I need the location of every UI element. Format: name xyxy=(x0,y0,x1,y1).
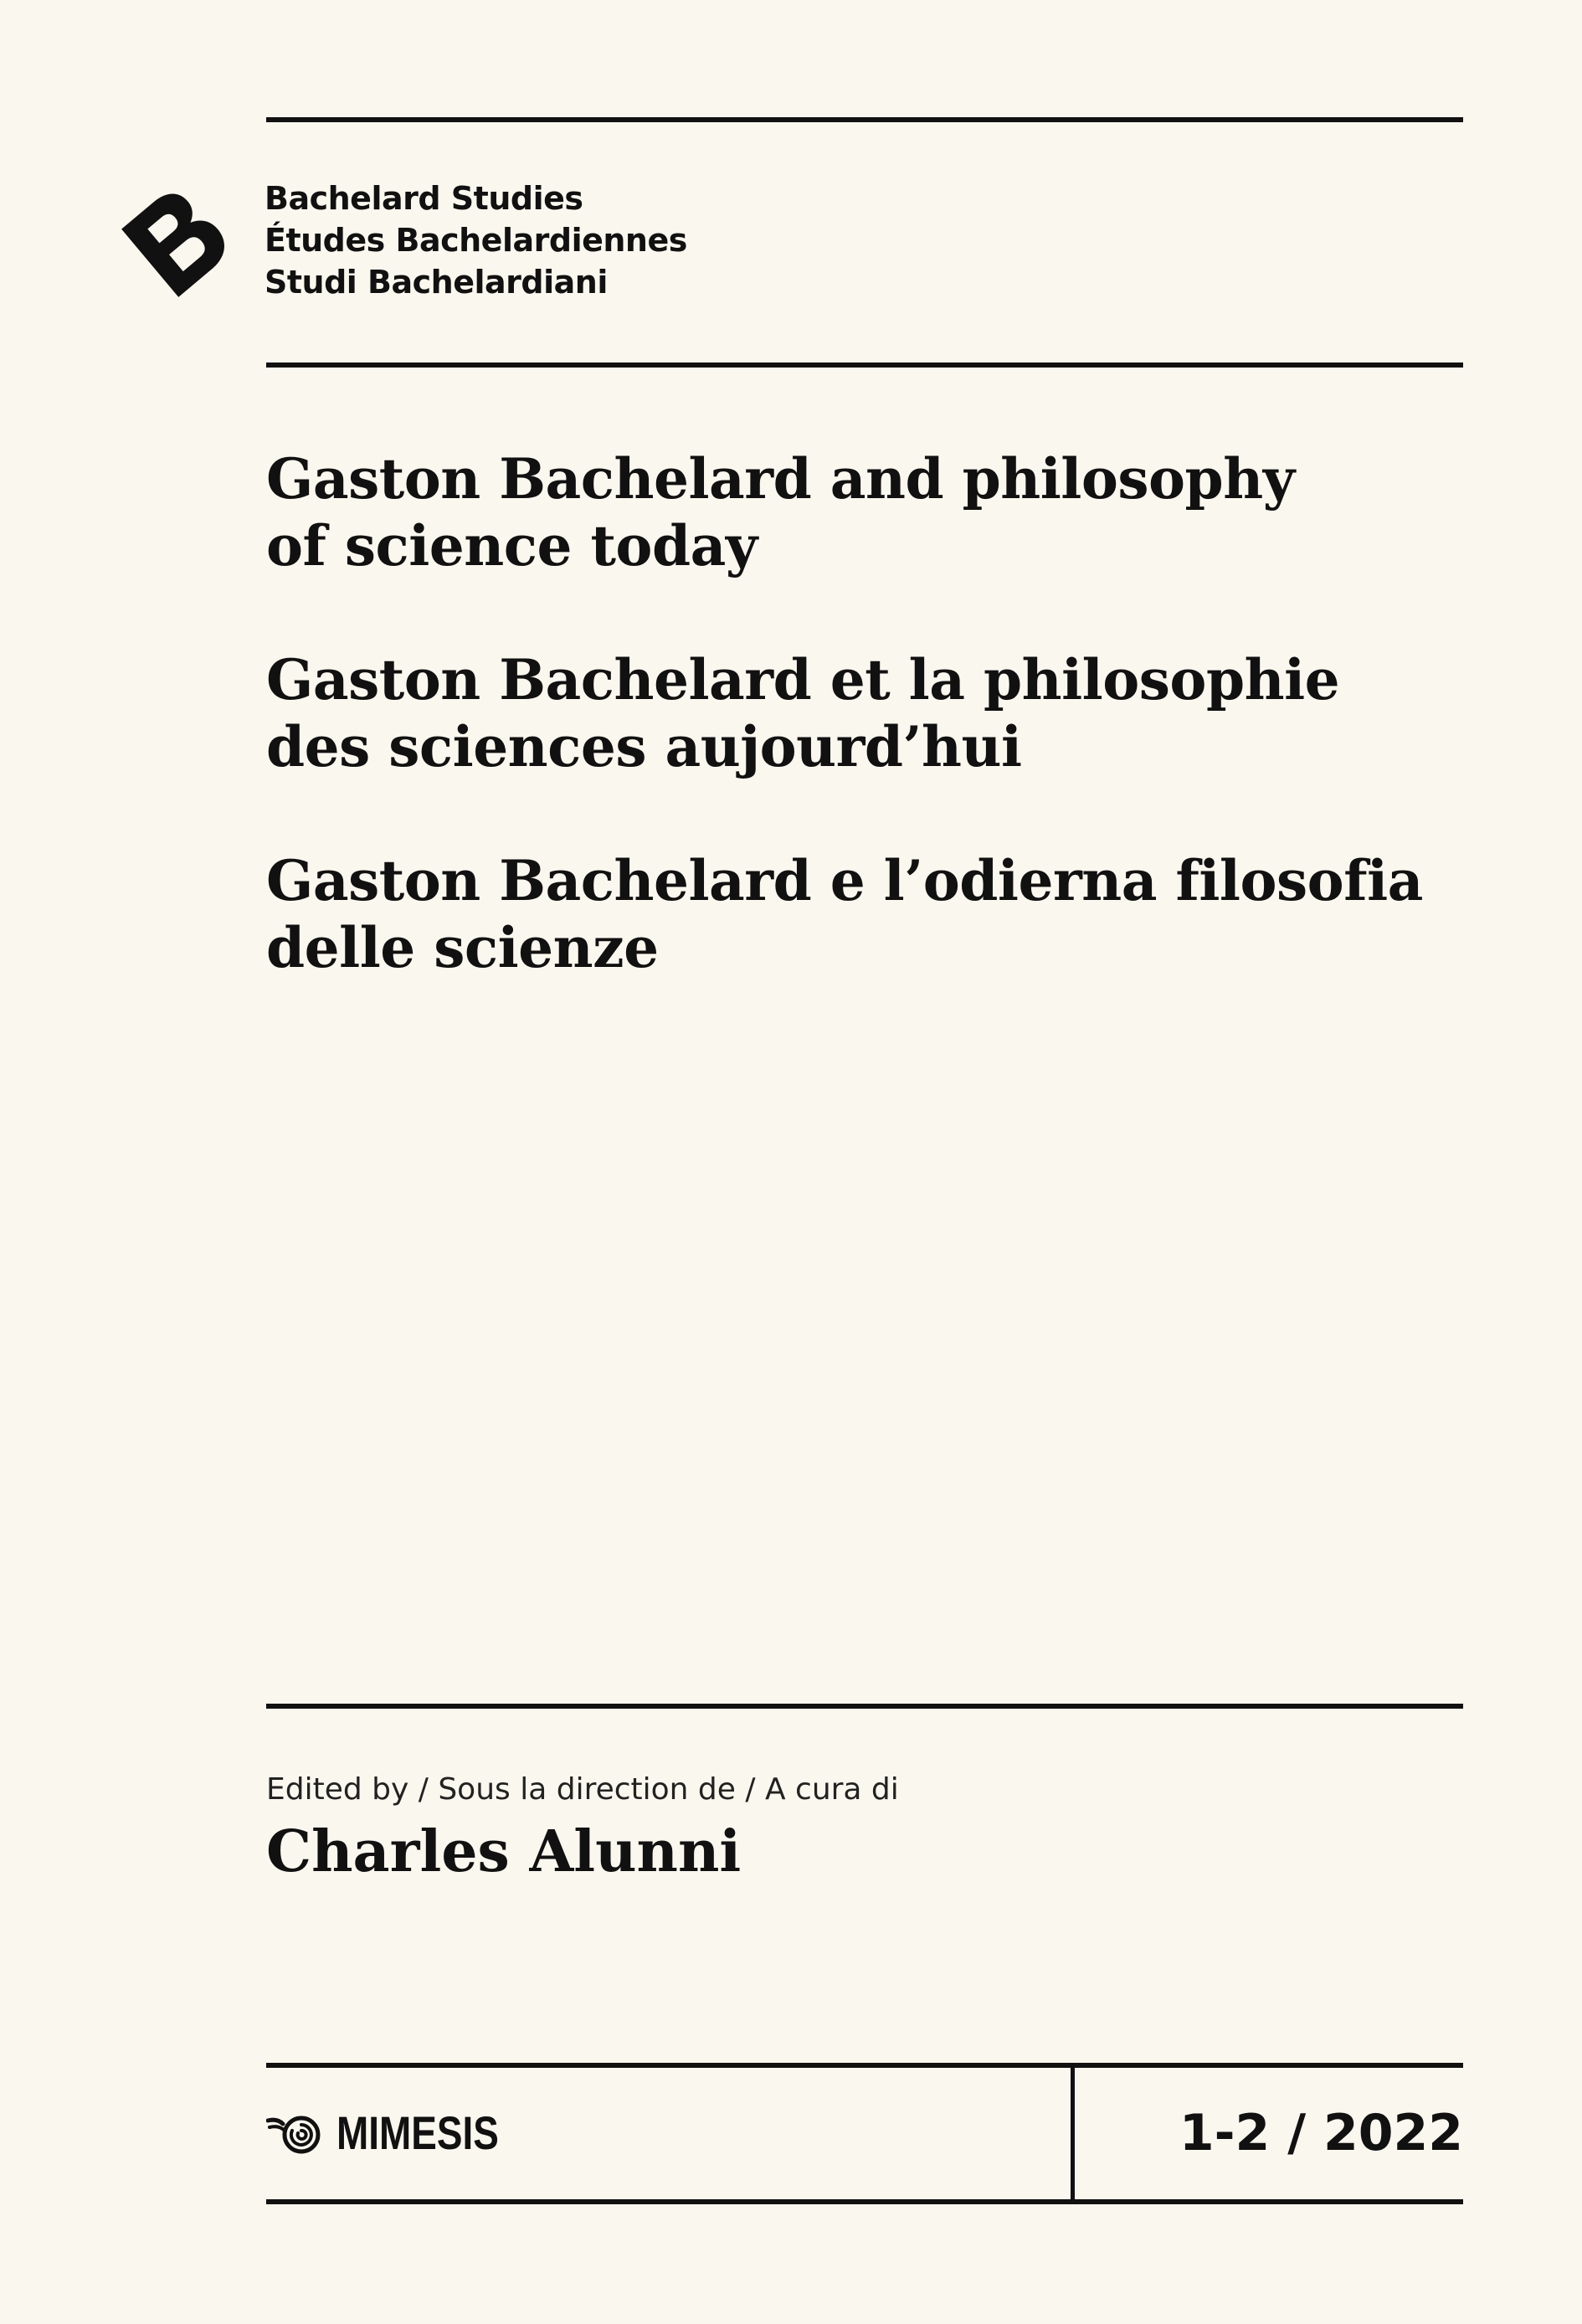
title-line: Gaston Bachelard and philosophy xyxy=(266,446,1295,512)
editor-name: Charles Alunni xyxy=(266,1818,742,1885)
title-english xyxy=(266,445,1463,579)
footer-divider xyxy=(1071,2064,1075,2202)
journal-name-it: Studi Bachelardiani xyxy=(265,264,608,301)
issue-number: 1-2 / 2022 xyxy=(1179,2104,1463,2162)
edited-by-label: Edited by / Sous la direction de / A cura di xyxy=(266,1772,899,1807)
journal-names xyxy=(265,177,687,303)
title-line: Gaston Bachelard e l’odierna filosofia xyxy=(266,848,1423,913)
header-rule xyxy=(266,362,1463,368)
footer-bottom-rule xyxy=(266,2199,1463,2204)
snail-spiral-icon xyxy=(266,2112,321,2154)
journal-name-en: Bachelard Studies xyxy=(265,180,583,217)
title-line: des sciences aujourd’hui xyxy=(266,714,1022,779)
footer-top-rule xyxy=(266,2063,1463,2068)
title-line: Gaston Bachelard et la philosophie xyxy=(266,647,1340,712)
publisher-name: MIMESIS xyxy=(336,2106,499,2159)
publisher-logo xyxy=(266,2101,534,2165)
top-rule xyxy=(266,117,1463,122)
bachelard-b-logo-icon xyxy=(117,184,238,298)
title-french xyxy=(266,646,1463,780)
title-italian xyxy=(266,847,1463,981)
credits-rule xyxy=(266,1704,1463,1709)
title-line: delle scienze xyxy=(266,915,659,980)
title-line: of science today xyxy=(266,513,758,578)
journal-name-fr: Études Bachelardiennes xyxy=(265,222,687,259)
